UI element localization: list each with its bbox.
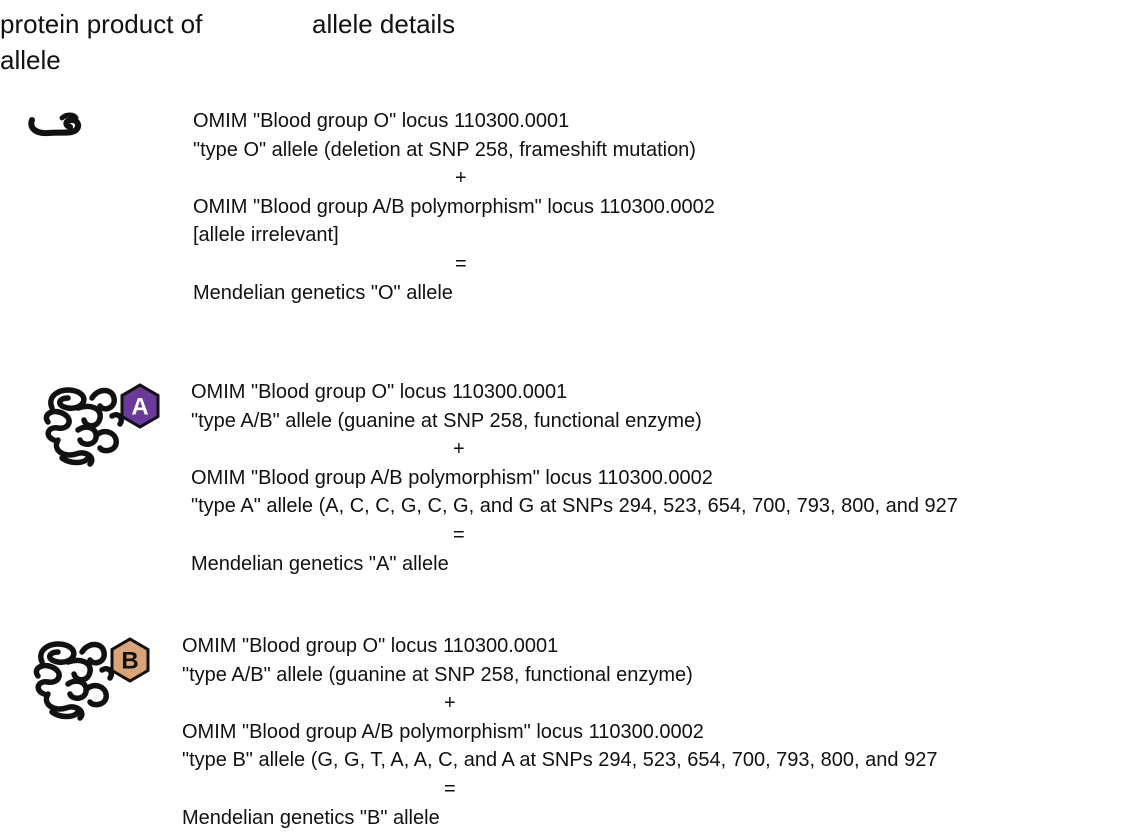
enzyme-b-icon [28,632,158,722]
equals-sign: = [455,252,467,275]
mendelian-result-line: Mendelian genetics "A" allele [191,552,449,575]
plus-sign: + [444,692,456,715]
ab-functional-allele-line: "type A/B" allele (guanine at SNP 258, functional enzyme) [191,409,702,432]
omim-ab-locus-line: OMIM "Blood group A/B polymorphism" locus 110300.0002 [191,466,713,489]
plus-sign: + [453,438,465,461]
allele-details-b [182,632,937,832]
equals-sign: = [453,523,465,546]
allele-details-header: allele details [312,9,456,39]
mendelian-result-line: Mendelian genetics "B" allele [182,806,440,829]
omim-o-locus-line: OMIM "Blood group O" locus 110300.0001 [191,381,568,403]
enzyme-a-icon [38,378,168,468]
badge-a: A [131,393,149,421]
equals-sign: = [444,777,456,800]
plus-sign: + [455,167,467,190]
mendelian-result-line: Mendelian genetics "O" allele [193,281,453,304]
badge-b: B [121,647,139,675]
ab-allele-line: [allele irrelevant] [193,224,339,247]
protein-product-header: protein product of allele [0,9,203,75]
allele-details-a [191,378,958,578]
omim-ab-locus-line: OMIM "Blood group A/B polymorphism" locus 110300.0002 [182,720,704,743]
truncated-protein-icon [26,108,86,144]
type-b-allele-line: "type B" allele (G, G, T, A, A, C, and A at SNPs 294, 523, 654, 700, 793, 800, and 927 [182,749,938,772]
omim-o-locus-line: OMIM "Blood group O" locus 110300.0001 [182,635,559,657]
o-allele-line: "type O" allele (deletion at SNP 258, frameshift mutation) [193,138,696,161]
type-a-allele-line: "type A" allele (A, C, C, G, C, G, and G at SNPs 294, 523, 654, 700, 793, 800, and 927 [191,495,958,518]
omim-o-locus-line: OMIM "Blood group O" locus 110300.0001 [193,110,570,132]
omim-ab-locus-line: OMIM "Blood group A/B polymorphism" locus 110300.0002 [193,195,715,218]
allele-details-o [193,107,715,307]
ab-functional-allele-line: "type A/B" allele (guanine at SNP 258, functional enzyme) [182,663,693,686]
